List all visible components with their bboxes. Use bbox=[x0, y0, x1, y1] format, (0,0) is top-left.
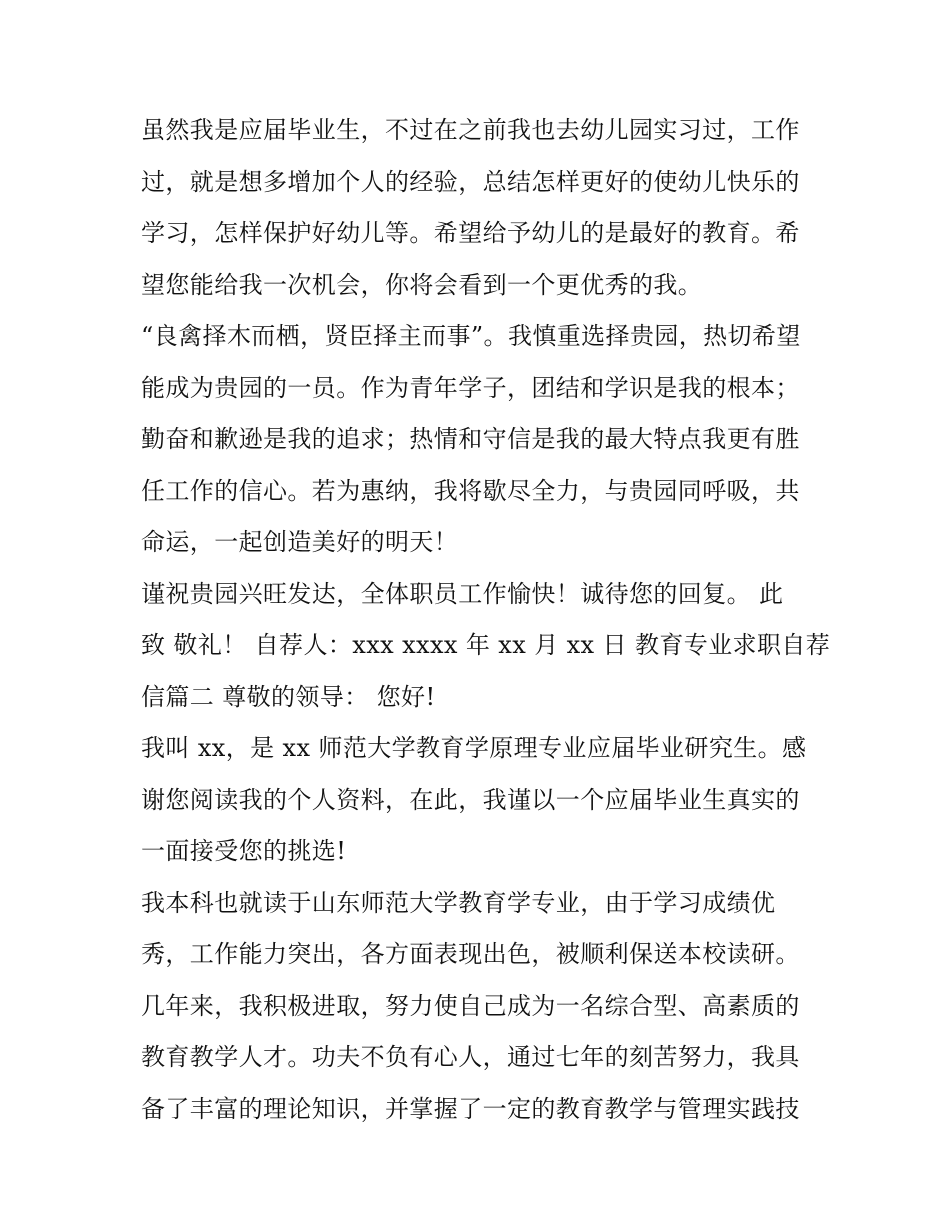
text-line: 望您能给我一次机会，你将会看到一个更优秀的我。 bbox=[141, 271, 703, 299]
text-line: 我叫 xx，是 xx 师范大学教育学原理专业应届毕业研究生。感 bbox=[141, 734, 807, 762]
text-line: 虽然我是应届毕业生，不过在之前我也去幼儿园实习过，工作 bbox=[141, 116, 800, 144]
text-line: 过，就是想多增加个人的经验，总结怎样更好的使幼儿快乐的 bbox=[141, 168, 800, 196]
text-line: 我本科也就读于山东师范大学教育学专业，由于学习成绩优 bbox=[141, 889, 776, 917]
text-line: 谢您阅读我的个人资料，在此，我谨以一个应届毕业生真实的 bbox=[141, 786, 800, 814]
text-line: 任工作的信心。若为惠纳，我将歇尽全力，与贵园同呼吸，共 bbox=[141, 477, 800, 505]
text-line: 备了丰富的理论知识，并掌握了一定的教育教学与管理实践技 bbox=[141, 1095, 800, 1123]
text-line: 能成为贵园的一员。作为青年学子，团结和学识是我的根本； bbox=[141, 374, 800, 402]
text-line: 致 敬礼！ 自荐人：xxx xxxx 年 xx 月 xx 日 教育专业求职自荐 bbox=[141, 631, 831, 659]
text-line: 勤奋和歉逊是我的追求；热情和守信是我的最大特点我更有胜 bbox=[141, 425, 800, 453]
text-line: 命运，一起创造美好的明天！ bbox=[141, 528, 459, 556]
text-line: 秀，工作能力突出，各方面表现出色，被顺利保送本校读研。 bbox=[141, 940, 800, 968]
text-line: “良禽择木而栖，贤臣择主而事”。我慎重选择贵园，热切希望 bbox=[141, 322, 801, 350]
text-line: 一面接受您的挑选! bbox=[141, 837, 347, 865]
text-line: 信篇二 尊敬的领导： 您好! bbox=[141, 683, 436, 711]
text-line: 谨祝贵园兴旺发达，全体职员工作愉快！诚待您的回复。 此 bbox=[141, 580, 784, 608]
text-line: 教育教学人才。功夫不负有心人，通过七年的刻苦努力，我具 bbox=[141, 1043, 800, 1071]
text-line: 几年来，我积极进取，努力使自己成为一名综合型、高素质的 bbox=[141, 992, 800, 1020]
text-line: 学习，怎样保护好幼儿等。希望给予幼儿的是最好的教育。希 bbox=[141, 219, 800, 247]
